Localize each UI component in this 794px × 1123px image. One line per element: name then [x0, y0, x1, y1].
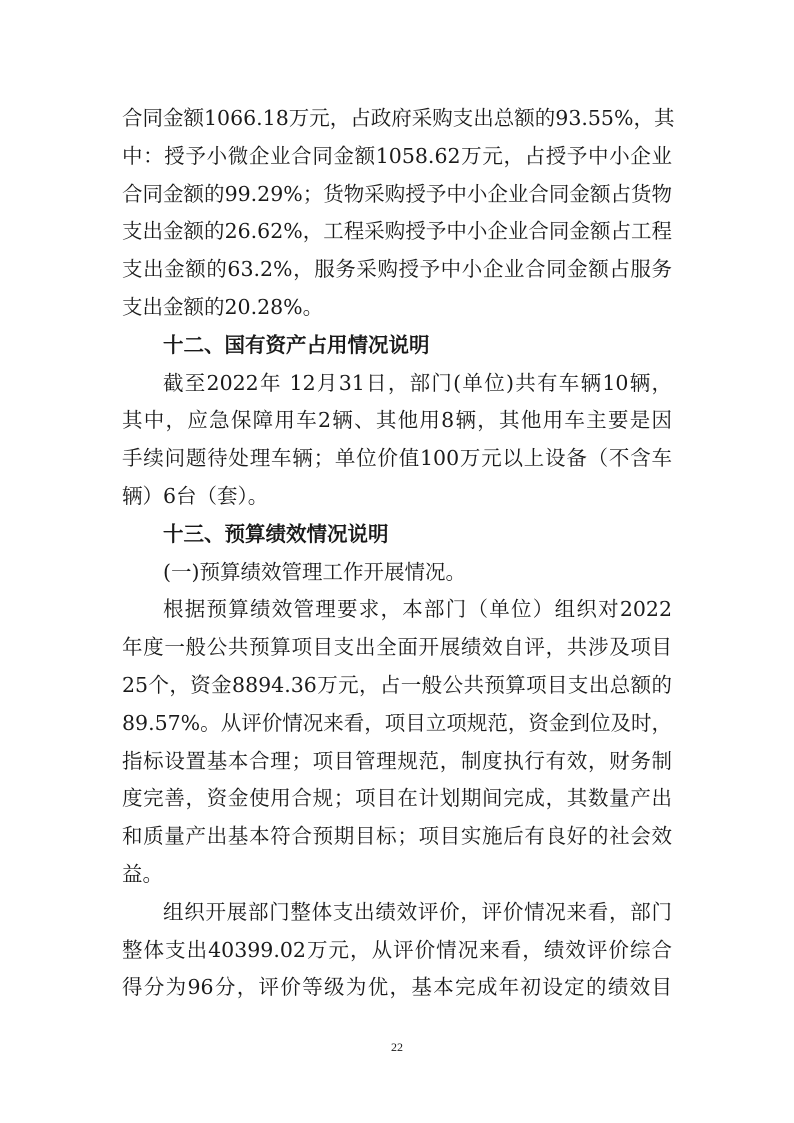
text-line: 得分为96分，评价等级为优，基本完成年初设定的绩效目	[122, 975, 672, 1000]
subsection-1-heading: (一)预算绩效管理工作开展情况。	[163, 559, 466, 584]
overall-evaluation-paragraph	[122, 894, 672, 1007]
text-line: 支出金额的26.62%，工程采购授予中小企业合同金额占工程	[122, 219, 672, 244]
section-12-heading: 十二、国有资产占用情况说明	[163, 332, 430, 357]
body-text	[122, 100, 675, 1007]
text-line: 合同金额1066.18万元，占政府采购支出总额的93.55%，其	[122, 106, 675, 130]
text-line: 根据预算绩效管理要求，本部门（单位）组织对2022	[163, 597, 672, 622]
page-number: 22	[391, 1040, 403, 1054]
text-line: 度完善，资金使用合规；项目在计划期间完成，其数量产出	[122, 786, 672, 811]
assets-paragraph	[122, 365, 672, 516]
text-line: 25个，资金8894.36万元，占一般公共预算项目支出总额的	[122, 672, 672, 697]
text-line: 整体支出40399.02万元，从评价情况来看，绩效评价综合	[122, 937, 672, 962]
text-line: 和质量产出基本符合预期目标；项目实施后有良好的社会效	[122, 824, 672, 849]
text-line: 合同金额的99.29%；货物采购授予中小企业合同金额占货物	[122, 181, 672, 206]
text-line: 其中，应急保障用车2辆、其他用8辆，其他用车主要是因	[122, 408, 672, 433]
text-line: 89.57%。从评价情况来看，项目立项规范，资金到位及时，	[122, 710, 672, 735]
project-evaluation-paragraph	[122, 591, 672, 893]
procurement-continuation-paragraph	[122, 100, 675, 327]
text-line: 手续问题待处理车辆；单位价值100万元以上设备（不含车	[122, 446, 672, 471]
text-line: 益。	[122, 861, 163, 886]
text-line: 指标设置基本合理；项目管理规范，制度执行有效，财务制	[122, 748, 672, 773]
text-line: 组织开展部门整体支出绩效评价，评价情况来看，部门	[163, 899, 672, 924]
text-line: 支出金额的20.28%。	[122, 294, 324, 319]
text-line: 中：授予小微企业合同金额1058.62万元，占授予中小企业	[122, 143, 672, 168]
text-line: 截至2022年 12月31日，部门(单位)共有车辆10辆，	[163, 370, 672, 395]
text-line: 辆）6台（套）。	[122, 483, 269, 508]
section-13-heading: 十三、预算绩效情况说明	[163, 521, 389, 546]
text-line: 年度一般公共预算项目支出全面开展绩效自评，共涉及项目	[122, 635, 672, 660]
text-line: 支出金额的63.2%，服务采购授予中小企业合同金额占服务	[122, 257, 672, 282]
